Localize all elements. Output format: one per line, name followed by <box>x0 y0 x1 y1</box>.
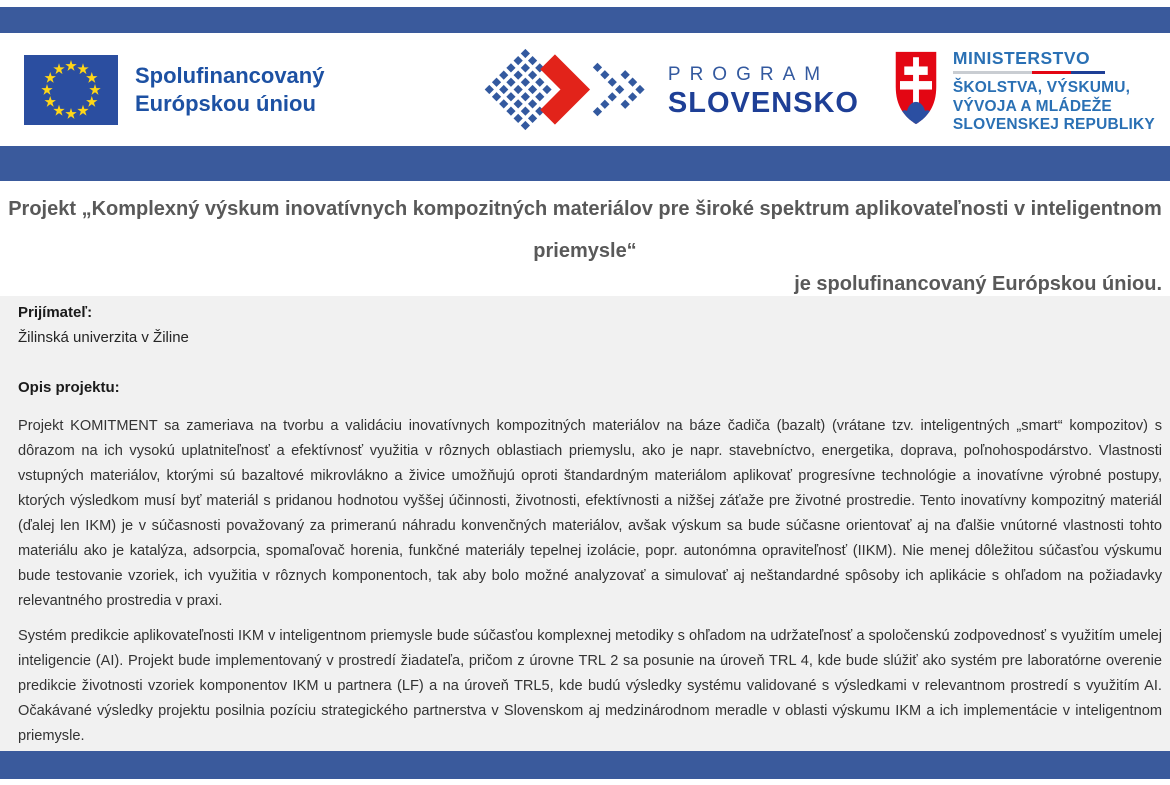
recipient-value: Žilinská univerzita v Žiline <box>18 329 189 346</box>
description-label: Opis projektu: <box>18 379 120 396</box>
slovensko-word: SLOVENSKO <box>667 86 859 119</box>
program-slovensko-wordmark <box>668 62 859 118</box>
ministry-tricolor-line <box>953 71 1105 74</box>
cofunded-statement: je spolufinancovaný Európskou úniou. <box>794 273 1162 295</box>
bottom-white-strip <box>0 779 1170 785</box>
ministry-line3: VÝVOJA A MLÁDEŽE <box>952 97 1112 115</box>
eu-cofunded-label <box>135 62 324 118</box>
top-white-strip <box>0 0 1170 7</box>
bottom-blue-bar <box>0 751 1170 779</box>
eu-cofunded-logo <box>24 55 396 125</box>
program-slovensko-logo <box>429 45 859 134</box>
description-paragraph-2: Systém predikcie aplikovateľnosti IKM v inteligentnom priemysle bude súčasťou komplexnej metodiky s ohľadom na udržateľnosť a spoločenskú zodpovednosť s využitím umelej inteligencie (AI). Projekt bude implementovaný v prostredí žiadateľa, pričom z úrovne TRL 2 sa posunie na úroveň TRL 4, kde bude slúžiť ako systém pre laboratórne overenie predikcie životnosti vzoriek komponentov IKM u partnera (LF) a na úroveň TRL5, kde budú výsledky systému validované s výsledkami v relevantnom prostredí s využitím AI. Očakávané výsledky projektu posilnia pozíciu strategického partnerstva v Slovenskom aj medzinárodnom meradle v oblasti výskumu IKM a ich implementácie v inteligentnom priemysle. <box>18 628 1162 744</box>
top-blue-bar <box>0 7 1170 33</box>
slovak-coat-of-arms-icon <box>892 48 940 128</box>
ministry-word: MINISTERSTVO <box>952 48 1091 69</box>
tricolor-blue-segment <box>1071 71 1104 74</box>
ministry-line2: ŠKOLSTVA, VÝSKUMU, <box>952 79 1131 97</box>
program-word: PROGRAM <box>667 63 830 85</box>
logo-band <box>0 33 1170 146</box>
middle-blue-bar <box>0 146 1170 181</box>
eu-label-line2: Európskou úniou <box>135 90 316 116</box>
ministry-wordmark <box>953 48 1155 135</box>
eu-label-line1: Spolufinancovaný <box>135 62 325 88</box>
tricolor-white-segment <box>953 71 1032 74</box>
eu-flag-icon <box>24 55 118 125</box>
title-band <box>0 181 1170 296</box>
project-description-section <box>0 296 1170 751</box>
project-title: Projekt „Komplexný výskum inovatívnych kompozitných materiálov pre široké spektrum aplikovateľnosti v inteligentnom priemysle“ <box>8 198 1162 262</box>
description-paragraph-1: Projekt KOMITMENT sa zameriava na tvorbu a validáciu inovatívnych kompozitných materiálov na báze čadiča (bazalt) (vrátane tzv. inteligentných „smart“ kompozitov) s dôrazom na ich vysokú uplatniteľnosť a efektívnosť využitia v rôznych oblastiach priemyslu, ako je napr. stavebníctvo, energetika, doprava, poľnohospodárstvo. Vlastnosti vstupných materiálov, ktorými sú bazaltové mikrovlákno a živice umožňujú oproti štandardným materiálom aplikovať progresívne technológie a inovatívne výrobné postupy, ktorých výsledkom musí byť materiál s pridanou hodnotou vyššej účinnosti, životnosti, efektívnosti a nižšej záťaže pre životné prostredie. Tento inovatívny kompozitný materiál (ďalej len IKM) je v súčasnosti považovaný za primeranú náhradu konvenčných materiálov, avšak výskum sa bude súčasne orientovať aj na ďalšie vnútorné vlastnosti tohto materiálu ako je katalýza, adsorpcia, spomaľovač horenia, funkčné materiály tepelnej izolácie, popr. autonómna opraviteľnosť (IIKM). Nie menej dôležitou súčasťou výskumu bude testovanie vzoriek, ich využitia v rôznych komponentoch, tak aby bolo možné analyzovať a simulovať aj neštandardné spôsoby ich aplikácie s ohľadom na požiadavky relevantného prostredia v praxi. <box>18 418 1162 609</box>
ministry-line4: SLOVENSKEJ REPUBLIKY <box>952 116 1155 134</box>
recipient-label: Prijímateľ: <box>18 304 93 321</box>
tricolor-red-segment <box>1032 71 1072 74</box>
program-slovensko-mark-icon <box>481 45 652 134</box>
ministry-logo <box>892 44 1155 135</box>
